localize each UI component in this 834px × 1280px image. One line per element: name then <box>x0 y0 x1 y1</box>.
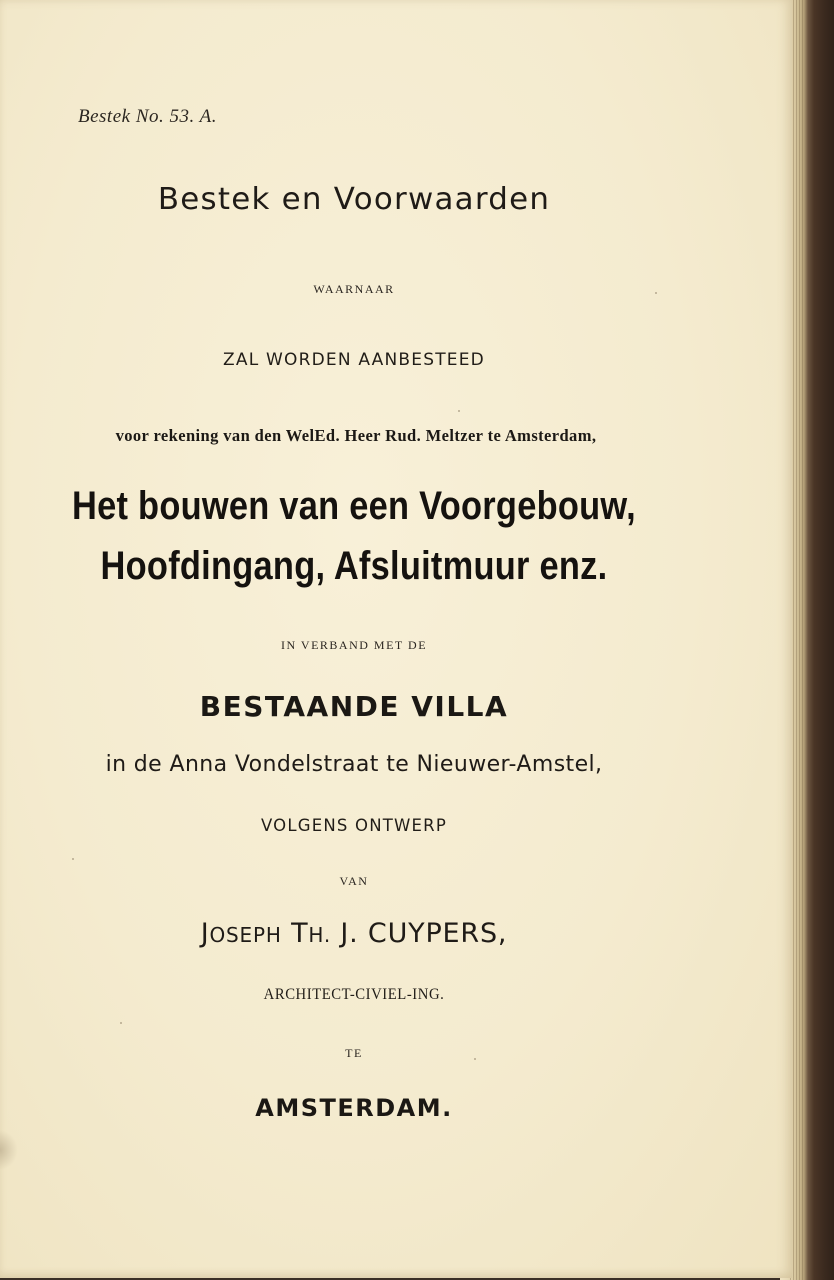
location-text: in de Anna Vondelstraat te Nieuwer-Amstel, <box>105 752 603 777</box>
page-edge-lines <box>790 0 804 1280</box>
volgens-ontwerp-text: VOLGENS ONTWERP <box>260 816 447 835</box>
architect-name-j: J <box>200 918 210 949</box>
te-text: TE <box>345 1046 363 1060</box>
paper-speck <box>458 410 460 412</box>
project-title-line1: Het bouwen van een Voorgebouw, <box>72 484 636 528</box>
waarnaar-text: WAARNAAR <box>313 282 395 296</box>
aanbesteed-text: ZAL WORDEN AANBESTEED <box>223 350 485 370</box>
paper-speck <box>72 858 74 860</box>
in-verband-text: IN VERBAND MET DE <box>280 638 428 652</box>
villa-heading: BESTAANDE VILLA <box>199 690 509 723</box>
client-text: voor rekening van den WelEd. Heer Rud. Meltzer te Amsterdam, <box>115 426 597 445</box>
architect-name-oseph: OSEPH <box>209 923 282 947</box>
architect-title: ARCHITECT-CIVIEL-ING. <box>263 986 445 1003</box>
paper-speck <box>655 292 657 294</box>
architect-name-h: H. <box>308 923 332 947</box>
paper-speck <box>120 1022 122 1024</box>
architect-name <box>0 918 708 949</box>
van-text: VAN <box>339 874 369 888</box>
paper-speck <box>474 1058 476 1060</box>
bestek-number: Bestek No. 53. A. <box>78 106 218 127</box>
city-text: AMSTERDAM. <box>255 1094 453 1122</box>
document-title: Bestek en Voorwaarden <box>157 182 551 217</box>
architect-name-rest: J. CUYPERS, <box>340 918 508 949</box>
paper-stain <box>0 1130 18 1170</box>
architect-name-t: T <box>291 918 309 949</box>
project-title-line2: Hoofdingang, Afsluitmuur enz. <box>100 544 608 588</box>
